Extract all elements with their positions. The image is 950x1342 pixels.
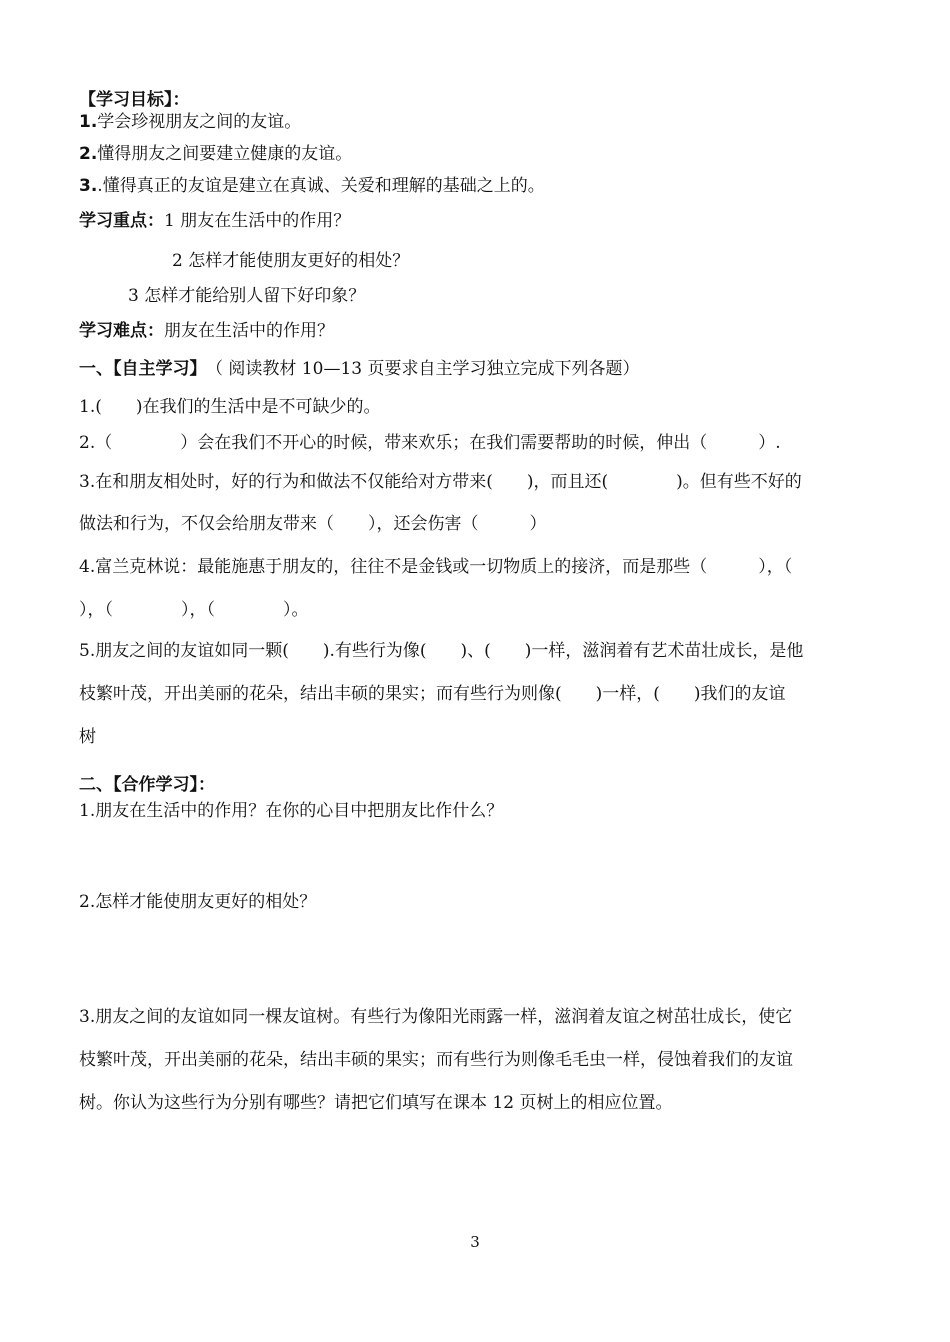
- objective-1-number: 1.: [79, 112, 98, 132]
- objectives-heading: 【学习目标】：: [79, 90, 190, 110]
- focus-row: [79, 210, 350, 232]
- objective-1-text: 学会珍视朋友之间的友谊。: [97, 112, 302, 132]
- self-study-q5-line3: 树: [79, 727, 96, 747]
- self-study-note: （ 阅读教材 10—13 页要求自主学习独立完成下列各题）: [214, 359, 640, 379]
- self-study-q2: 2.（ ）会在我们不开心的时候，带来欢乐；在我们需要帮助的时候，伸出（ ）.: [79, 433, 781, 453]
- cooperative-heading: 二、【合作学习】：: [79, 775, 215, 795]
- objective-2-number: 2.: [79, 144, 98, 164]
- cooperative-q3-line3: 树。你认为这些行为分别有哪些？请把它们填写在课本 12 页树上的相应位置。: [79, 1093, 673, 1113]
- objective-1: [79, 111, 301, 133]
- focus-label: 学习重点：: [79, 211, 164, 231]
- objective-3: [79, 175, 545, 197]
- page-number: 3: [470, 1233, 480, 1251]
- cooperative-q2: 2.怎样才能使朋友更好的相处？: [79, 892, 317, 912]
- difficulty-label: 学习难点：: [79, 321, 164, 341]
- cooperative-q3-line2: 枝繁叶茂，开出美丽的花朵，结出丰硕的果实；而有些行为则像毛毛虫一样，侵蚀着我们的友谊: [79, 1050, 793, 1070]
- self-study-q1: 1.( )在我们的生活中是不可缺少的。: [79, 397, 381, 417]
- self-study-q4-line1: 4.富兰克林说：最能施惠于朋友的，往往不是金钱或一切物质上的接济，而是那些（ ），（: [79, 557, 793, 577]
- focus-point-2: 2 怎样才能使朋友更好的相处？: [172, 251, 410, 271]
- difficulty-text: 朋友在生活中的作用？: [164, 321, 334, 341]
- focus-point-1: 1 朋友在生活中的作用？: [164, 211, 351, 231]
- objective-3-text: .懂得真正的友谊是建立在真诚、关爱和理解的基础之上的。: [97, 176, 545, 196]
- objective-2: [79, 143, 352, 165]
- objective-3-number: 3.: [79, 176, 98, 196]
- self-study-row: [79, 358, 639, 380]
- self-study-q3-line2: 做法和行为，不仅会给朋友带来（ ），还会伤害（ ）: [79, 514, 547, 534]
- cooperative-q1: 1.朋友在生活中的作用？在你的心目中把朋友比作什么？: [79, 801, 504, 821]
- objective-2-text: 懂得朋友之间要建立健康的友谊。: [97, 144, 353, 164]
- cooperative-q3-line1: 3.朋友之间的友谊如同一棵友谊树。有些行为像阳光雨露一样，滋润着友谊之树茁壮成长，使它: [79, 1007, 793, 1027]
- difficulty-row: [79, 320, 334, 342]
- self-study-q5-line2: 枝繁叶茂，开出美丽的花朵，结出丰硕的果实；而有些行为则像( )一样，( )我们的友谊: [79, 684, 786, 704]
- self-study-q3-line1: 3.在和朋友相处时，好的行为和做法不仅能给对方带来( )，而且还( )。但有些不好的: [79, 472, 802, 492]
- self-study-q4-line2: ），（ ），（ ）。: [79, 600, 309, 620]
- self-study-heading: 一、【自主学习】: [79, 359, 207, 379]
- focus-point-3: 3 怎样才能给别人留下好印象？: [128, 286, 366, 306]
- self-study-q5-line1: 5.朋友之间的友谊如同一颗( ).有些行为像( )、( )一样，滋润着有艺术苗壮成长，是他: [79, 641, 804, 661]
